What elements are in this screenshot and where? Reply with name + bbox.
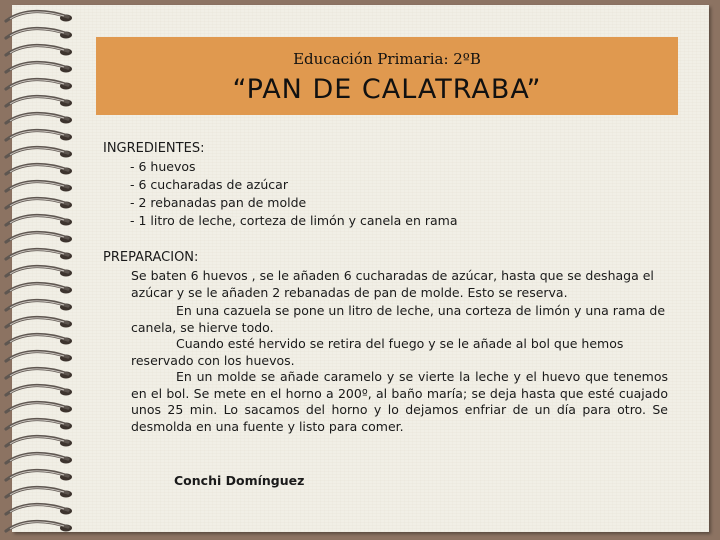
ingredients-heading: INGREDIENTES: xyxy=(103,141,205,156)
spiral-binding xyxy=(0,0,90,540)
ingredient-item: - 6 huevos xyxy=(130,159,196,174)
preparation-step: En una cazuela se pone un litro de leche, una corteza de limón y una rama de canela, se hierve todo. xyxy=(131,303,666,335)
preparation-step: Cuando esté hervido se retira del fuego y se le añade al bol que hemos reservado con los huevos. xyxy=(131,336,624,368)
preparation-heading: PREPARACION: xyxy=(103,250,199,265)
title-banner xyxy=(96,37,678,115)
ingredient-item: - 6 cucharadas de azúcar xyxy=(130,177,288,192)
author-signature: Conchi Domínguez xyxy=(174,473,305,488)
ingredient-item: - 1 litro de leche, corteza de limón y canela en rama xyxy=(130,213,458,228)
preparation-step: En un molde se añade caramelo y se vierte la leche y el huevo que tenemos en el bol. Se mete en el horno a 200º, al baño maría; se deja hasta que esté cuajado unos 25 min. Lo sacamos del horno y lo dejamos enfriar de un día para otro. Se desmolda en una fuente y listo para comer. xyxy=(131,369,668,434)
class-label: Educación Primaria: 2ºB xyxy=(293,50,481,68)
recipe-title: “PAN DE CALATRABA” xyxy=(232,74,542,105)
ingredient-item: - 2 rebanadas pan de molde xyxy=(130,195,307,210)
preparation-step: Se baten 6 huevos , se le añaden 6 cucharadas de azúcar, hasta que se deshaga el azúcar y se le añaden 2 rebanadas de pan de molde. Esto se reserva. xyxy=(131,268,654,300)
